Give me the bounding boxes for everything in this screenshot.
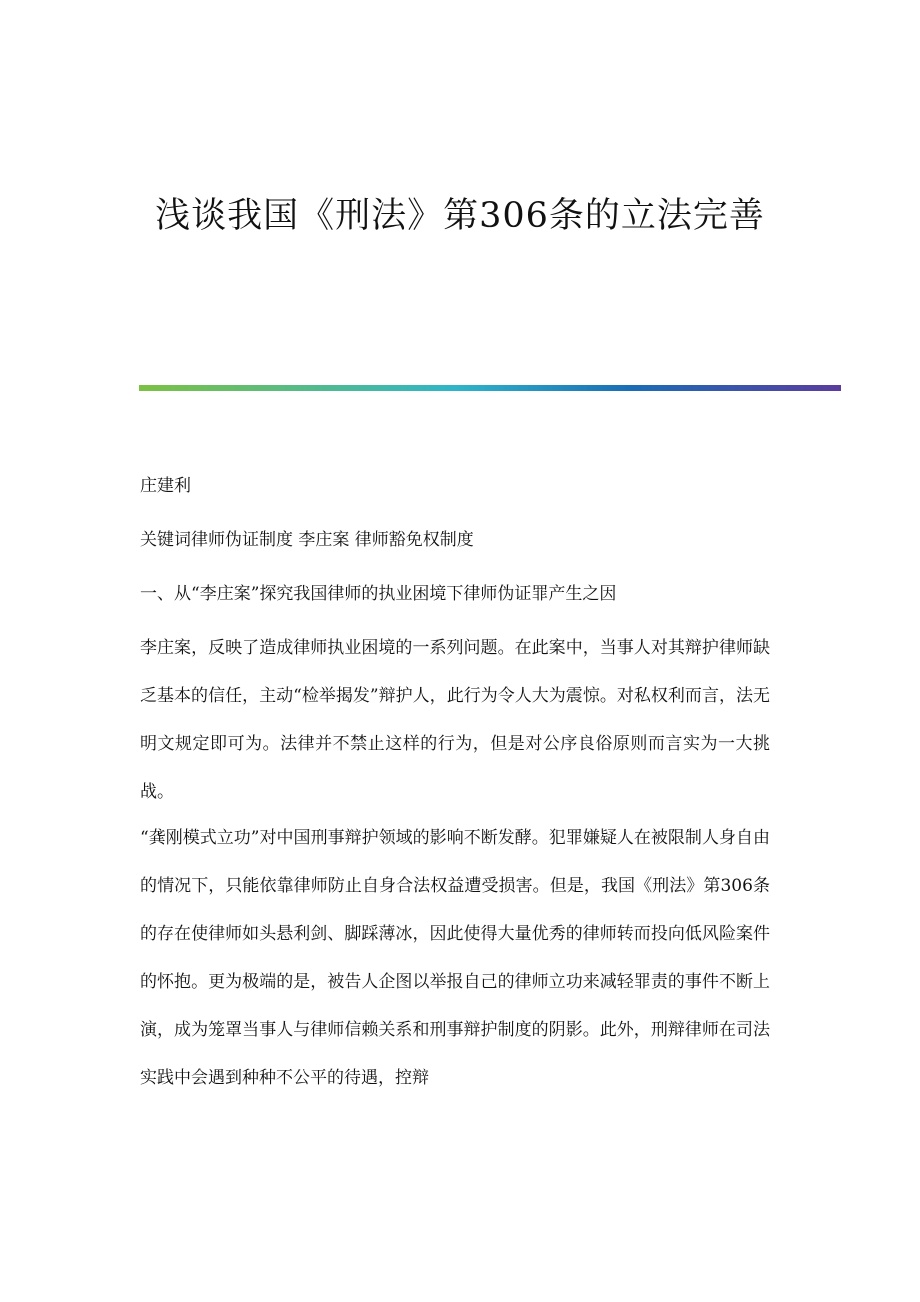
document-body	[140, 470, 770, 1108]
paragraph-2: “龚刚模式立功”对中国刑事辩护领域的影响不断发酵。犯罪嫌疑人在被限制人身自由的情况下，只能依靠律师防止自身合法权益遭受损害。但是，我国《刑法》第306条的存在使律师如头悬利剑、脚踩薄冰，因此使得大量优秀的律师转而投向低风险案件的怀抱。更为极端的是，被告人企图以举报自己的律师立功来减轻罪责的事件不断上演，成为笼罩当事人与律师信赖关系和刑事辩护制度的阴影。此外，刑辩律师在司法实践中会遇到种种不公平的待遇，控辩	[140, 828, 770, 1088]
author-line: 庄建利	[140, 476, 191, 496]
paragraph-1: 李庄案，反映了造成律师执业困境的一系列问题。在此案中，当事人对其辩护律师缺乏基本的信任，主动“检举揭发”辩护人，此行为令人大为震惊。对私权利而言，法无明文规定即可为。法律并不禁止这样的行为，但是对公序良俗原则而言实为一大挑战。	[140, 638, 770, 802]
keywords-line: 关键词律师伪证制度 李庄案 律师豁免权制度	[140, 530, 474, 550]
section-heading: 一、从“李庄案”探究我国律师的执业困境下律师伪证罪产生之因	[140, 584, 617, 604]
title-divider	[139, 385, 841, 391]
document-title: 浅谈我国《刑法》第306条的立法完善	[155, 196, 765, 236]
